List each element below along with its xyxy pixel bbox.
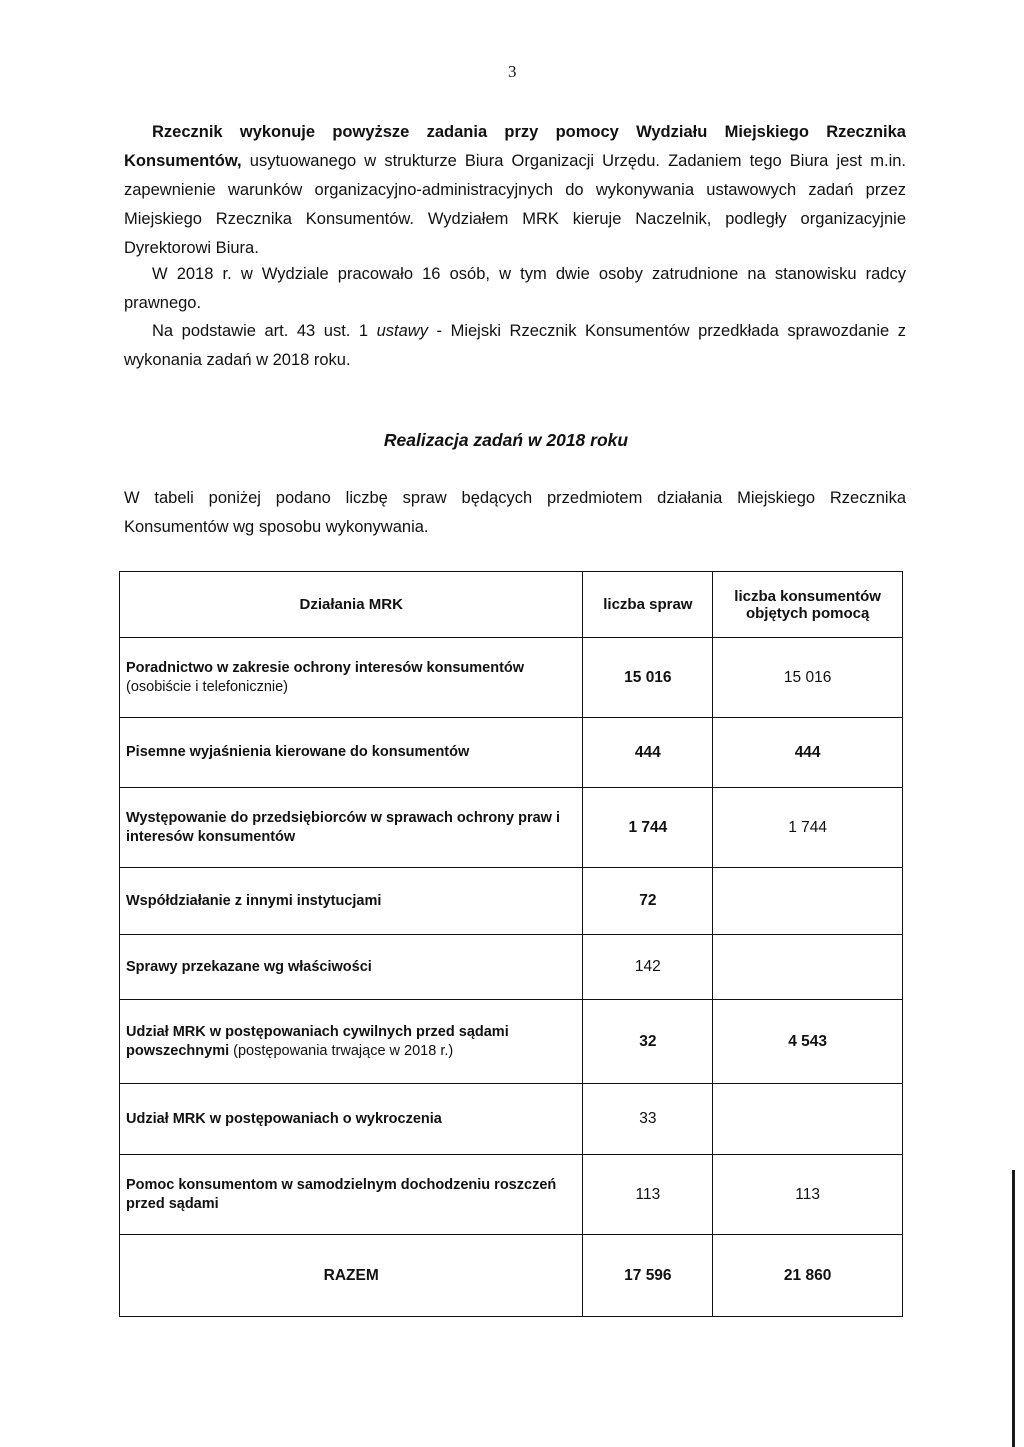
row-consumers	[713, 935, 903, 1000]
total-consumers: 21 860	[713, 1235, 903, 1317]
row-cases: 1 744	[583, 788, 713, 868]
section-title: Realizacja zadań w 2018 roku	[383, 430, 629, 450]
intro-paragraph-3	[124, 317, 906, 375]
table-row	[120, 1000, 903, 1084]
intro-p3-italic: ustawy	[376, 322, 428, 340]
intro-p3-after: - Miejski Rzecznik Konsumentów przedkłada sprawozdanie z wykonania zadań w 2018 roku.	[124, 322, 906, 369]
row-consumers: 4 543	[713, 1000, 903, 1084]
table-row	[120, 638, 903, 718]
header-activities: Działania MRK	[120, 572, 583, 638]
row-label-bold: Występowanie do przedsiębiorców w sprawach ochrony praw i interesów konsumentów	[126, 809, 561, 845]
row-label-bold: Sprawy przekazane wg właściwości	[126, 958, 372, 975]
row-label	[120, 718, 583, 788]
intro-paragraph-2: W 2018 r. w Wydziale pracowało 16 osób, w tym dwie osoby zatrudnione na stanowisku radcy prawnego.	[124, 265, 906, 312]
row-cases: 72	[583, 868, 713, 935]
page-number: 3	[508, 62, 517, 81]
row-consumers	[713, 868, 903, 935]
row-label-bold: Udział MRK w postępowaniach o wykroczenia	[126, 1110, 442, 1127]
row-cases: 444	[583, 718, 713, 788]
row-consumers: 15 016	[713, 638, 903, 718]
row-consumers: 113	[713, 1155, 903, 1235]
table-row	[120, 788, 903, 868]
row-label-bold: Udział MRK w postępowaniach cywilnych przed sądami powszechnymi	[126, 1023, 509, 1059]
row-consumers	[713, 1084, 903, 1155]
row-label	[120, 788, 583, 868]
intro-paragraph-1	[124, 118, 906, 263]
intro-p1-rest: usytuowanego w strukturze Biura Organizacji Urzędu. Zadaniem tego Biura jest m.in. zapewnienie warunków organizacyjno-administracyjnych do wykonywania ustawowych zadań przez Miejskiego Rzecznika Konsumentów. Wydziałem MRK kieruje Naczelnik, podległy organizacyjnie Dyrektorowi Biura.	[124, 152, 906, 257]
row-label	[120, 1155, 583, 1235]
intro-p3-before: Na podstawie art. 43 ust. 1	[152, 322, 377, 340]
table-row	[120, 718, 903, 788]
header-cases: liczba spraw	[583, 572, 713, 638]
row-consumers: 444	[713, 718, 903, 788]
row-label-bold: Współdziałanie z innymi instytucjami	[126, 892, 382, 909]
row-label-plain: (postępowania trwające w 2018 r.)	[229, 1042, 454, 1059]
row-label-plain: (osobiście i telefonicznie)	[126, 678, 288, 695]
header-consumers: liczba konsumentów objętych pomocą	[713, 572, 903, 638]
table-header-row	[120, 572, 903, 638]
table-row	[120, 868, 903, 935]
row-cases: 142	[583, 935, 713, 1000]
row-label	[120, 935, 583, 1000]
row-cases: 33	[583, 1084, 713, 1155]
total-label: RAZEM	[120, 1235, 583, 1317]
row-cases: 15 016	[583, 638, 713, 718]
table-intro: W tabeli poniżej podano liczbę spraw będących przedmiotem działania Miejskiego Rzecznika Konsumentów wg sposobu wykonywania.	[124, 489, 906, 536]
table-total-row	[120, 1235, 903, 1317]
row-label	[120, 1000, 583, 1084]
row-cases: 113	[583, 1155, 713, 1235]
row-consumers: 1 744	[713, 788, 903, 868]
row-label-bold: Poradnictwo w zakresie ochrony interesów konsumentów	[126, 659, 525, 676]
row-label-bold: Pomoc konsumentom w samodzielnym dochodzeniu roszczeń przed sądami	[126, 1176, 557, 1212]
table-row	[120, 935, 903, 1000]
row-cases: 32	[583, 1000, 713, 1084]
row-label	[120, 868, 583, 935]
row-label	[120, 638, 583, 718]
table-row	[120, 1084, 903, 1155]
intro-p1-bold: Rzecznik wykonuje powyższe zadania przy pomocy Wydziału Miejskiego Rzecznika Konsumentów,	[124, 123, 906, 170]
total-cases: 17 596	[583, 1235, 713, 1317]
mrk-activity-table	[119, 571, 903, 1317]
row-label	[120, 1084, 583, 1155]
table-row	[120, 1155, 903, 1235]
page-edge-line	[1012, 1170, 1015, 1447]
row-label-bold: Pisemne wyjaśnienia kierowane do konsumentów	[126, 744, 470, 760]
